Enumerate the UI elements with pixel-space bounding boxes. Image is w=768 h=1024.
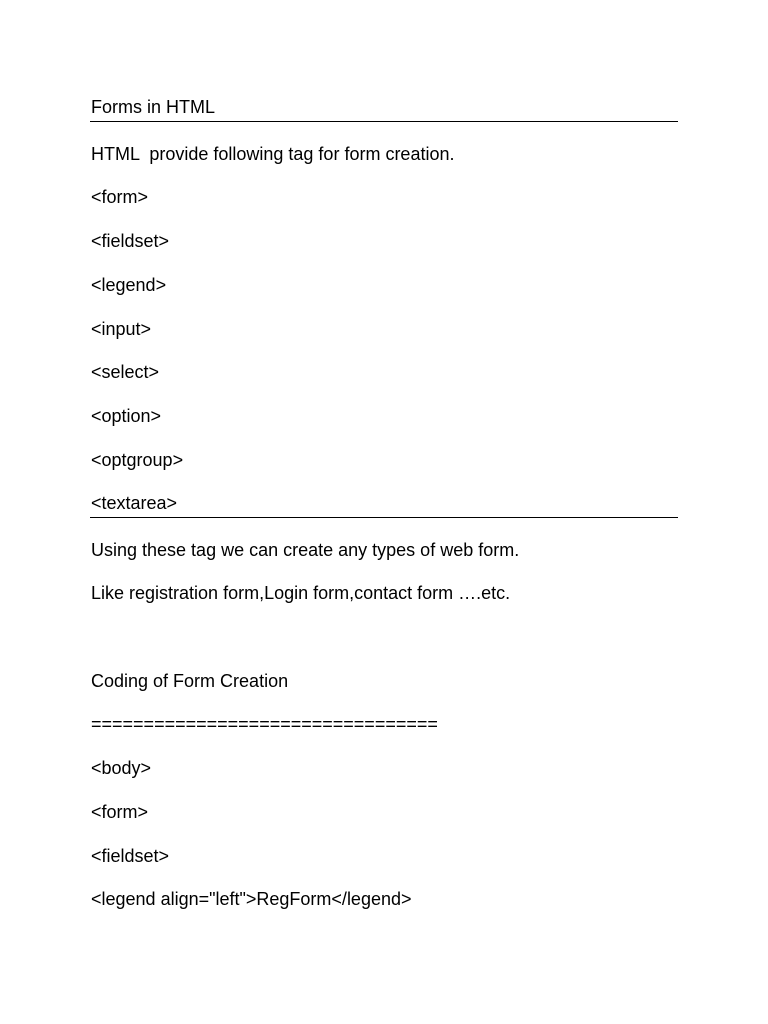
tag-item-optgroup: <optgroup>	[91, 450, 184, 470]
tag-item-option: <option>	[91, 406, 162, 426]
tag-item-select: <select>	[91, 362, 160, 382]
tag-item-input: <input>	[91, 319, 152, 339]
code-line-fieldset: <fieldset>	[91, 846, 170, 866]
intro-text: HTML provide following tag for form creation.	[91, 144, 455, 164]
tag-item-form: <form>	[91, 187, 149, 207]
examples-text: Like registration form,Login form,contact form ….etc.	[91, 583, 511, 603]
code-line-form: <form>	[91, 802, 149, 822]
tag-item-textarea: <textarea>	[91, 493, 178, 513]
coding-heading: Coding of Form Creation	[91, 671, 289, 691]
code-line-legend: <legend align="left">RegForm</legend>	[91, 889, 412, 909]
separator-line: =================================	[91, 714, 438, 734]
code-line-body: <body>	[91, 758, 152, 778]
title-underline	[90, 121, 678, 122]
tag-item-fieldset: <fieldset>	[91, 231, 170, 251]
usage-text: Using these tag we can create any types of web form.	[91, 540, 520, 560]
section-divider	[90, 517, 678, 518]
tag-item-legend: <legend>	[91, 275, 167, 295]
document-title: Forms in HTML	[91, 97, 216, 117]
